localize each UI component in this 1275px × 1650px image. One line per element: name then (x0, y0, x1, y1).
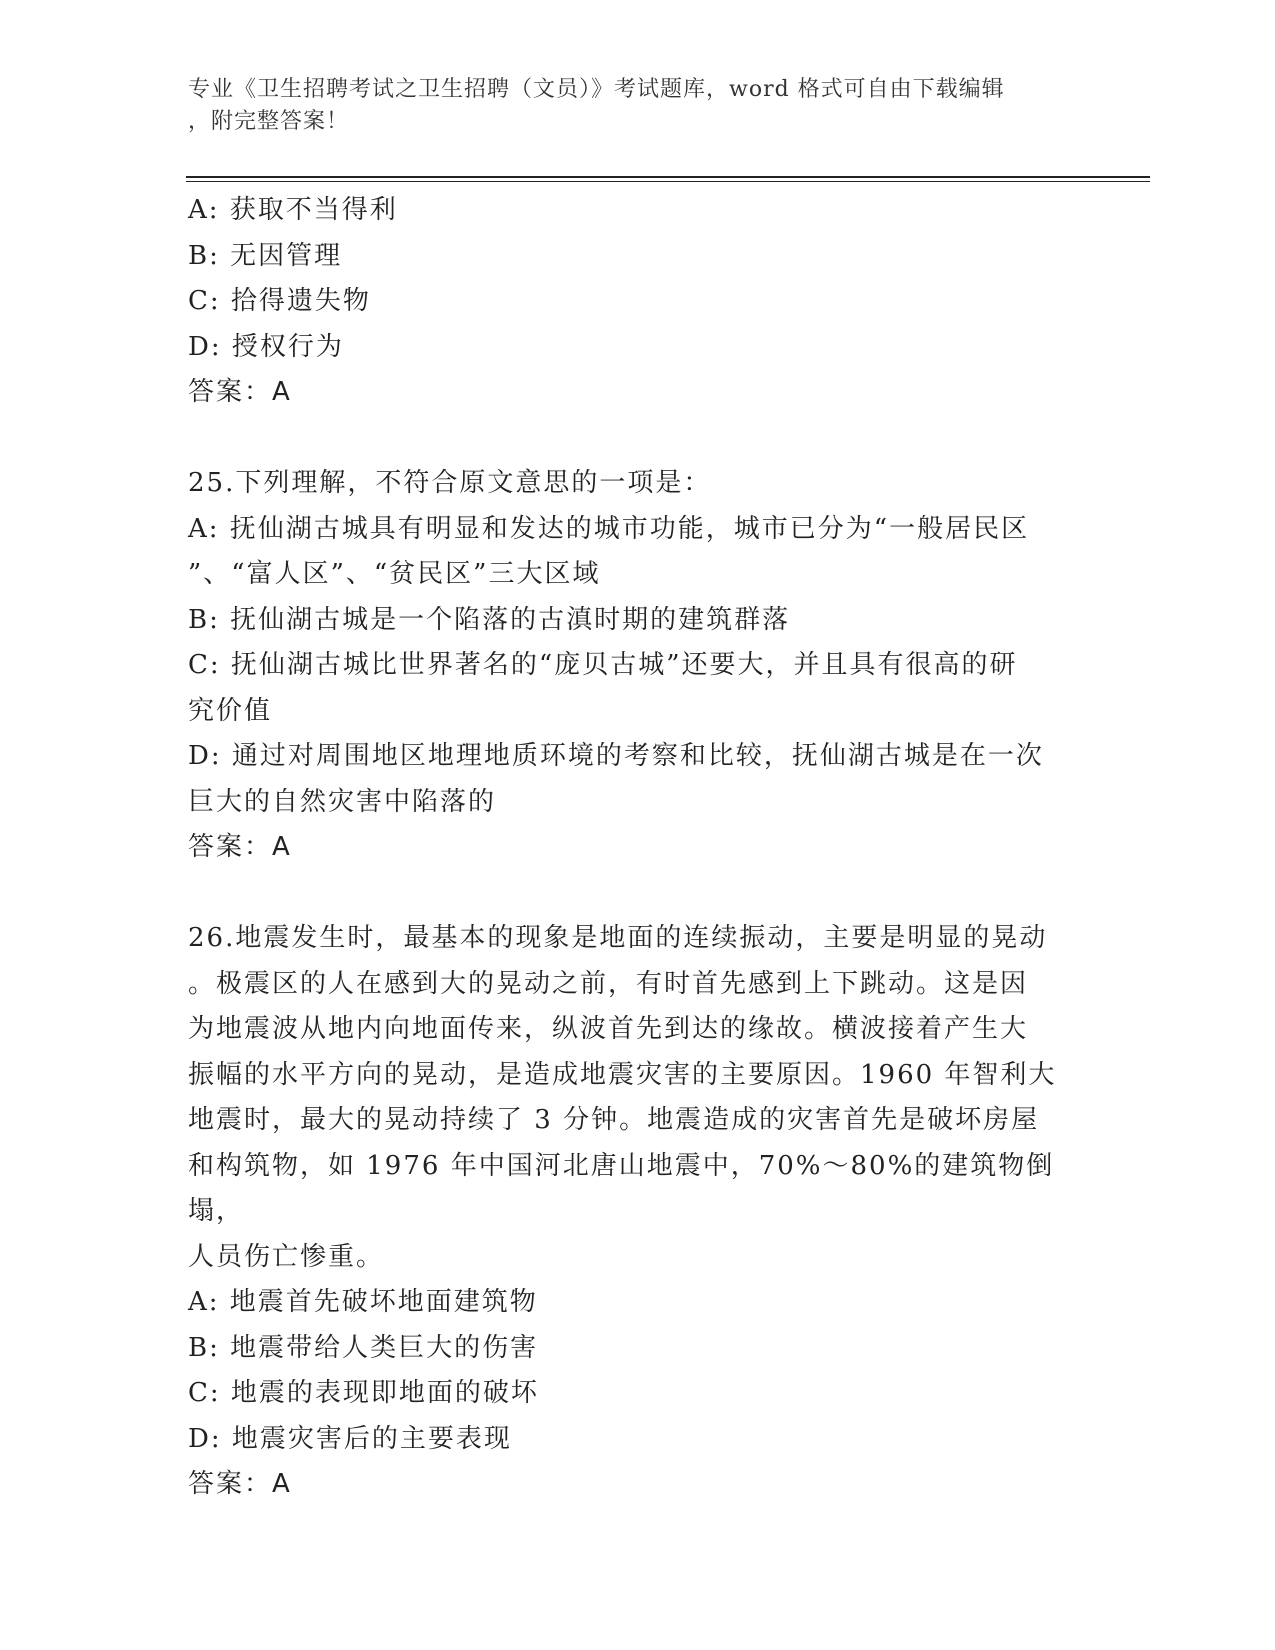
q26-answer: 答案：A (188, 1469, 292, 1499)
spacer (188, 416, 1078, 462)
q25-option-a-line-1: A: 抚仙湖古城具有明显和发达的城市功能，城市已分为“一般居民区 (188, 513, 1030, 544)
q26-stem-line-5: 地震时，最大的晃动持续了 3 分钟。地震造成的灾害首先是破坏房屋 (188, 1105, 1040, 1135)
q25-option-c-line-1: C: 抚仙湖古城比世界著名的“庞贝古城”还要大，并且具有很高的研 (188, 650, 1018, 680)
header-rule-thin (186, 181, 1150, 182)
q26-option-c: C: 地震的表现即地面的破坏 (188, 1378, 539, 1408)
q24-option-b: B: 无因管理 (188, 240, 343, 271)
q25-option-b: B: 抚仙湖古城是一个陷落的古滇时期的建筑群落 (188, 604, 791, 635)
q26-stem-line-2: 。极震区的人在感到大的晃动之前，有时首先感到上下跳动。这是因 (188, 968, 1029, 999)
q25-option-a-line-2: ”、“富人区”、“贫民区”三大区域 (188, 559, 601, 589)
q26-stem-line-4: 振幅的水平方向的晃动，是造成地震灾害的主要原因。1960 年智利大 (188, 1059, 1057, 1090)
q26-option-a: A: 地震首先破坏地面建筑物 (188, 1287, 538, 1317)
q24-option-a: A: 获取不当得利 (188, 195, 398, 225)
question-25-block (188, 461, 1078, 871)
question-content (188, 188, 1078, 1508)
page-header (188, 74, 1068, 138)
q24-option-c: C: 拾得遗失物 (188, 286, 371, 316)
header-rule-thick (186, 176, 1150, 178)
q26-stem-line-7: 人员伤亡惨重。 (188, 1241, 385, 1272)
q24-option-d: D: 授权行为 (188, 331, 344, 362)
question-26-block (188, 916, 1078, 1508)
header-line-2: ，附完整答案！ (188, 109, 350, 134)
q25-answer: 答案：A (188, 832, 292, 862)
q26-stem-line-6: 和构筑物，如 1976 年中国河北唐山地震中，70%～80%的建筑物倒塌， (188, 1150, 1055, 1226)
q24-answer: 答案：A (188, 377, 292, 407)
header-line-1: 专业《卫生招聘考试之卫生招聘（文员）》考试题库，word 格式可自由下载编辑 (188, 77, 1005, 102)
q26-stem-line-3: 为地震波从地内向地面传来，纵波首先到达的缘故。横波接着产生大 (188, 1014, 1029, 1044)
q25-option-c-line-2: 究价值 (188, 695, 273, 726)
q26-stem-line-1: 26.地震发生时，最基本的现象是地面的连续振动，主要是明显的晃动 (188, 923, 1048, 953)
q26-option-d: D: 地震灾害后的主要表现 (188, 1423, 512, 1454)
q25-option-d-line-2: 巨大的自然灾害中陷落的 (188, 786, 497, 817)
spacer (188, 871, 1078, 917)
q25-stem: 25.下列理解，不符合原文意思的一项是： (188, 468, 712, 498)
q26-option-b: B: 地震带给人类巨大的伤害 (188, 1332, 539, 1363)
q25-option-d-line-1: D: 通过对周围地区地理地质环境的考察和比较，抚仙湖古城是在一次 (188, 741, 1044, 771)
question-24-block (188, 188, 1078, 416)
